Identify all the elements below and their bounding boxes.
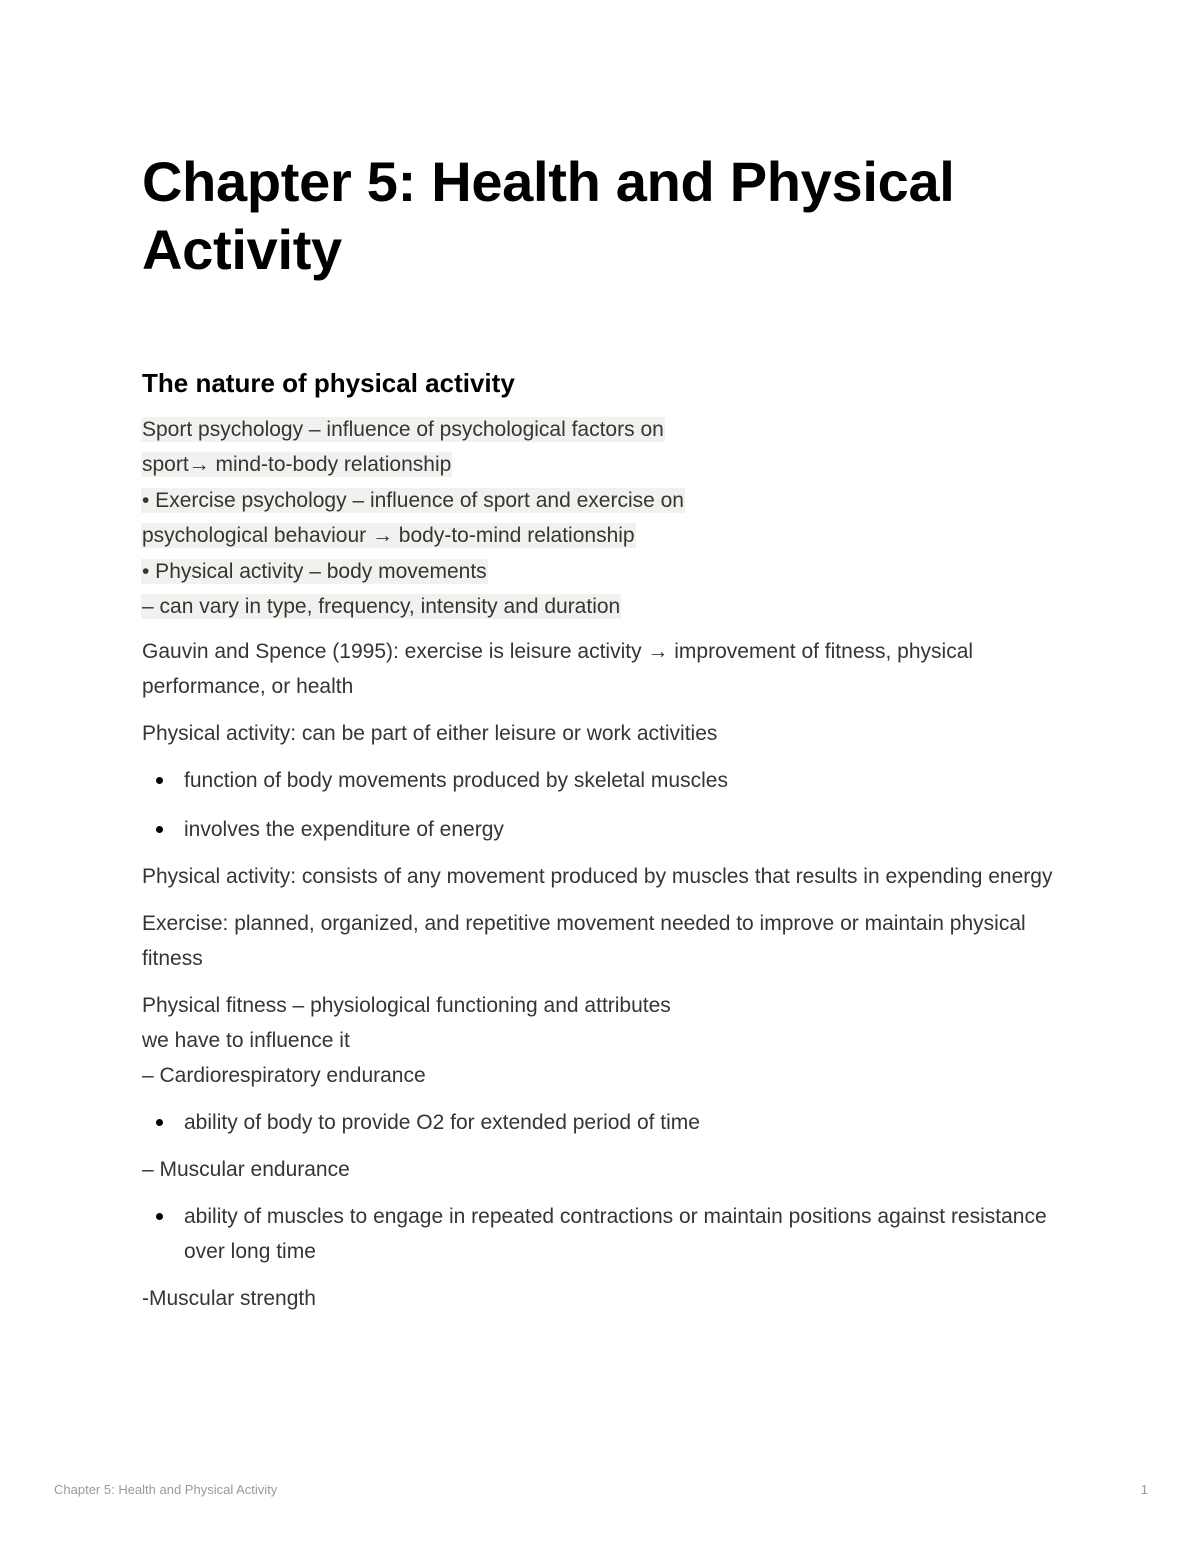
paragraph-physical-fitness <box>142 988 1062 1093</box>
highlighted-block <box>142 412 1062 624</box>
list-item-text: ability of muscles to engage in repeated contractions or maintain positions against resistance over long time <box>184 1205 1047 1264</box>
fitness-line: Physical fitness – physiological functioning and attributes <box>142 994 671 1018</box>
highlighted-line: – can vary in type, frequency, intensity and duration <box>142 595 621 619</box>
title-line-2: Activity <box>142 218 342 281</box>
highlighted-line: sport→ mind-to-body relationship <box>142 453 452 477</box>
list-item-text: involves the expenditure of energy <box>184 818 504 842</box>
paragraph-muscular-strength: -Muscular strength <box>142 1287 316 1311</box>
highlighted-line: • Exercise psychology – influence of sport and exercise on <box>142 488 684 512</box>
highlighted-line: Sport psychology – influence of psychological factors on <box>142 418 664 441</box>
fitness-line: – Cardiorespiratory endurance <box>142 1064 426 1088</box>
bullet-icon <box>156 777 163 784</box>
title-line-1: Chapter 5: Health and Physical <box>142 150 955 213</box>
paragraph-muscular-endurance: – Muscular endurance <box>142 1158 350 1182</box>
highlighted-line: • Physical activity – body movements <box>142 559 487 583</box>
bullet-icon <box>156 1213 163 1220</box>
list-item <box>142 763 1062 798</box>
bullet-icon <box>156 1119 163 1126</box>
bullet-icon <box>156 826 163 833</box>
list-item-text: function of body movements produced by skeletal muscles <box>184 769 728 793</box>
list-item <box>142 1199 1062 1269</box>
highlighted-line: psychological behaviour → body-to-mind relationship <box>142 524 635 548</box>
list-item <box>142 812 1062 847</box>
bullet-list-cardio <box>142 1105 1062 1140</box>
footer-page-number: 1 <box>1140 1482 1148 1497</box>
fitness-line: we have to influence it <box>142 1029 350 1053</box>
bullet-list-muscular <box>142 1199 1062 1269</box>
bullet-list-physical-activity <box>142 763 1062 847</box>
paragraph-physical-activity-consists: Physical activity: consists of any movement produced by muscles that results in expending energy <box>142 865 1053 889</box>
document-title <box>142 148 1062 284</box>
paragraph-gauvin-spence: Gauvin and Spence (1995): exercise is leisure activity → improvement of fitness, physical performance, or health <box>142 640 974 699</box>
list-item <box>142 1105 1062 1140</box>
paragraph-exercise: Exercise: planned, organized, and repetitive movement needed to improve or maintain physical fitness <box>142 912 1026 971</box>
footer-document-name: Chapter 5: Health and Physical Activity <box>54 1482 278 1497</box>
list-item-text: ability of body to provide O2 for extended period of time <box>184 1111 700 1135</box>
document-page <box>142 148 1062 1316</box>
section-heading: The nature of physical activity <box>142 368 515 398</box>
paragraph-physical-activity-leisure: Physical activity: can be part of either leisure or work activities <box>142 722 718 746</box>
